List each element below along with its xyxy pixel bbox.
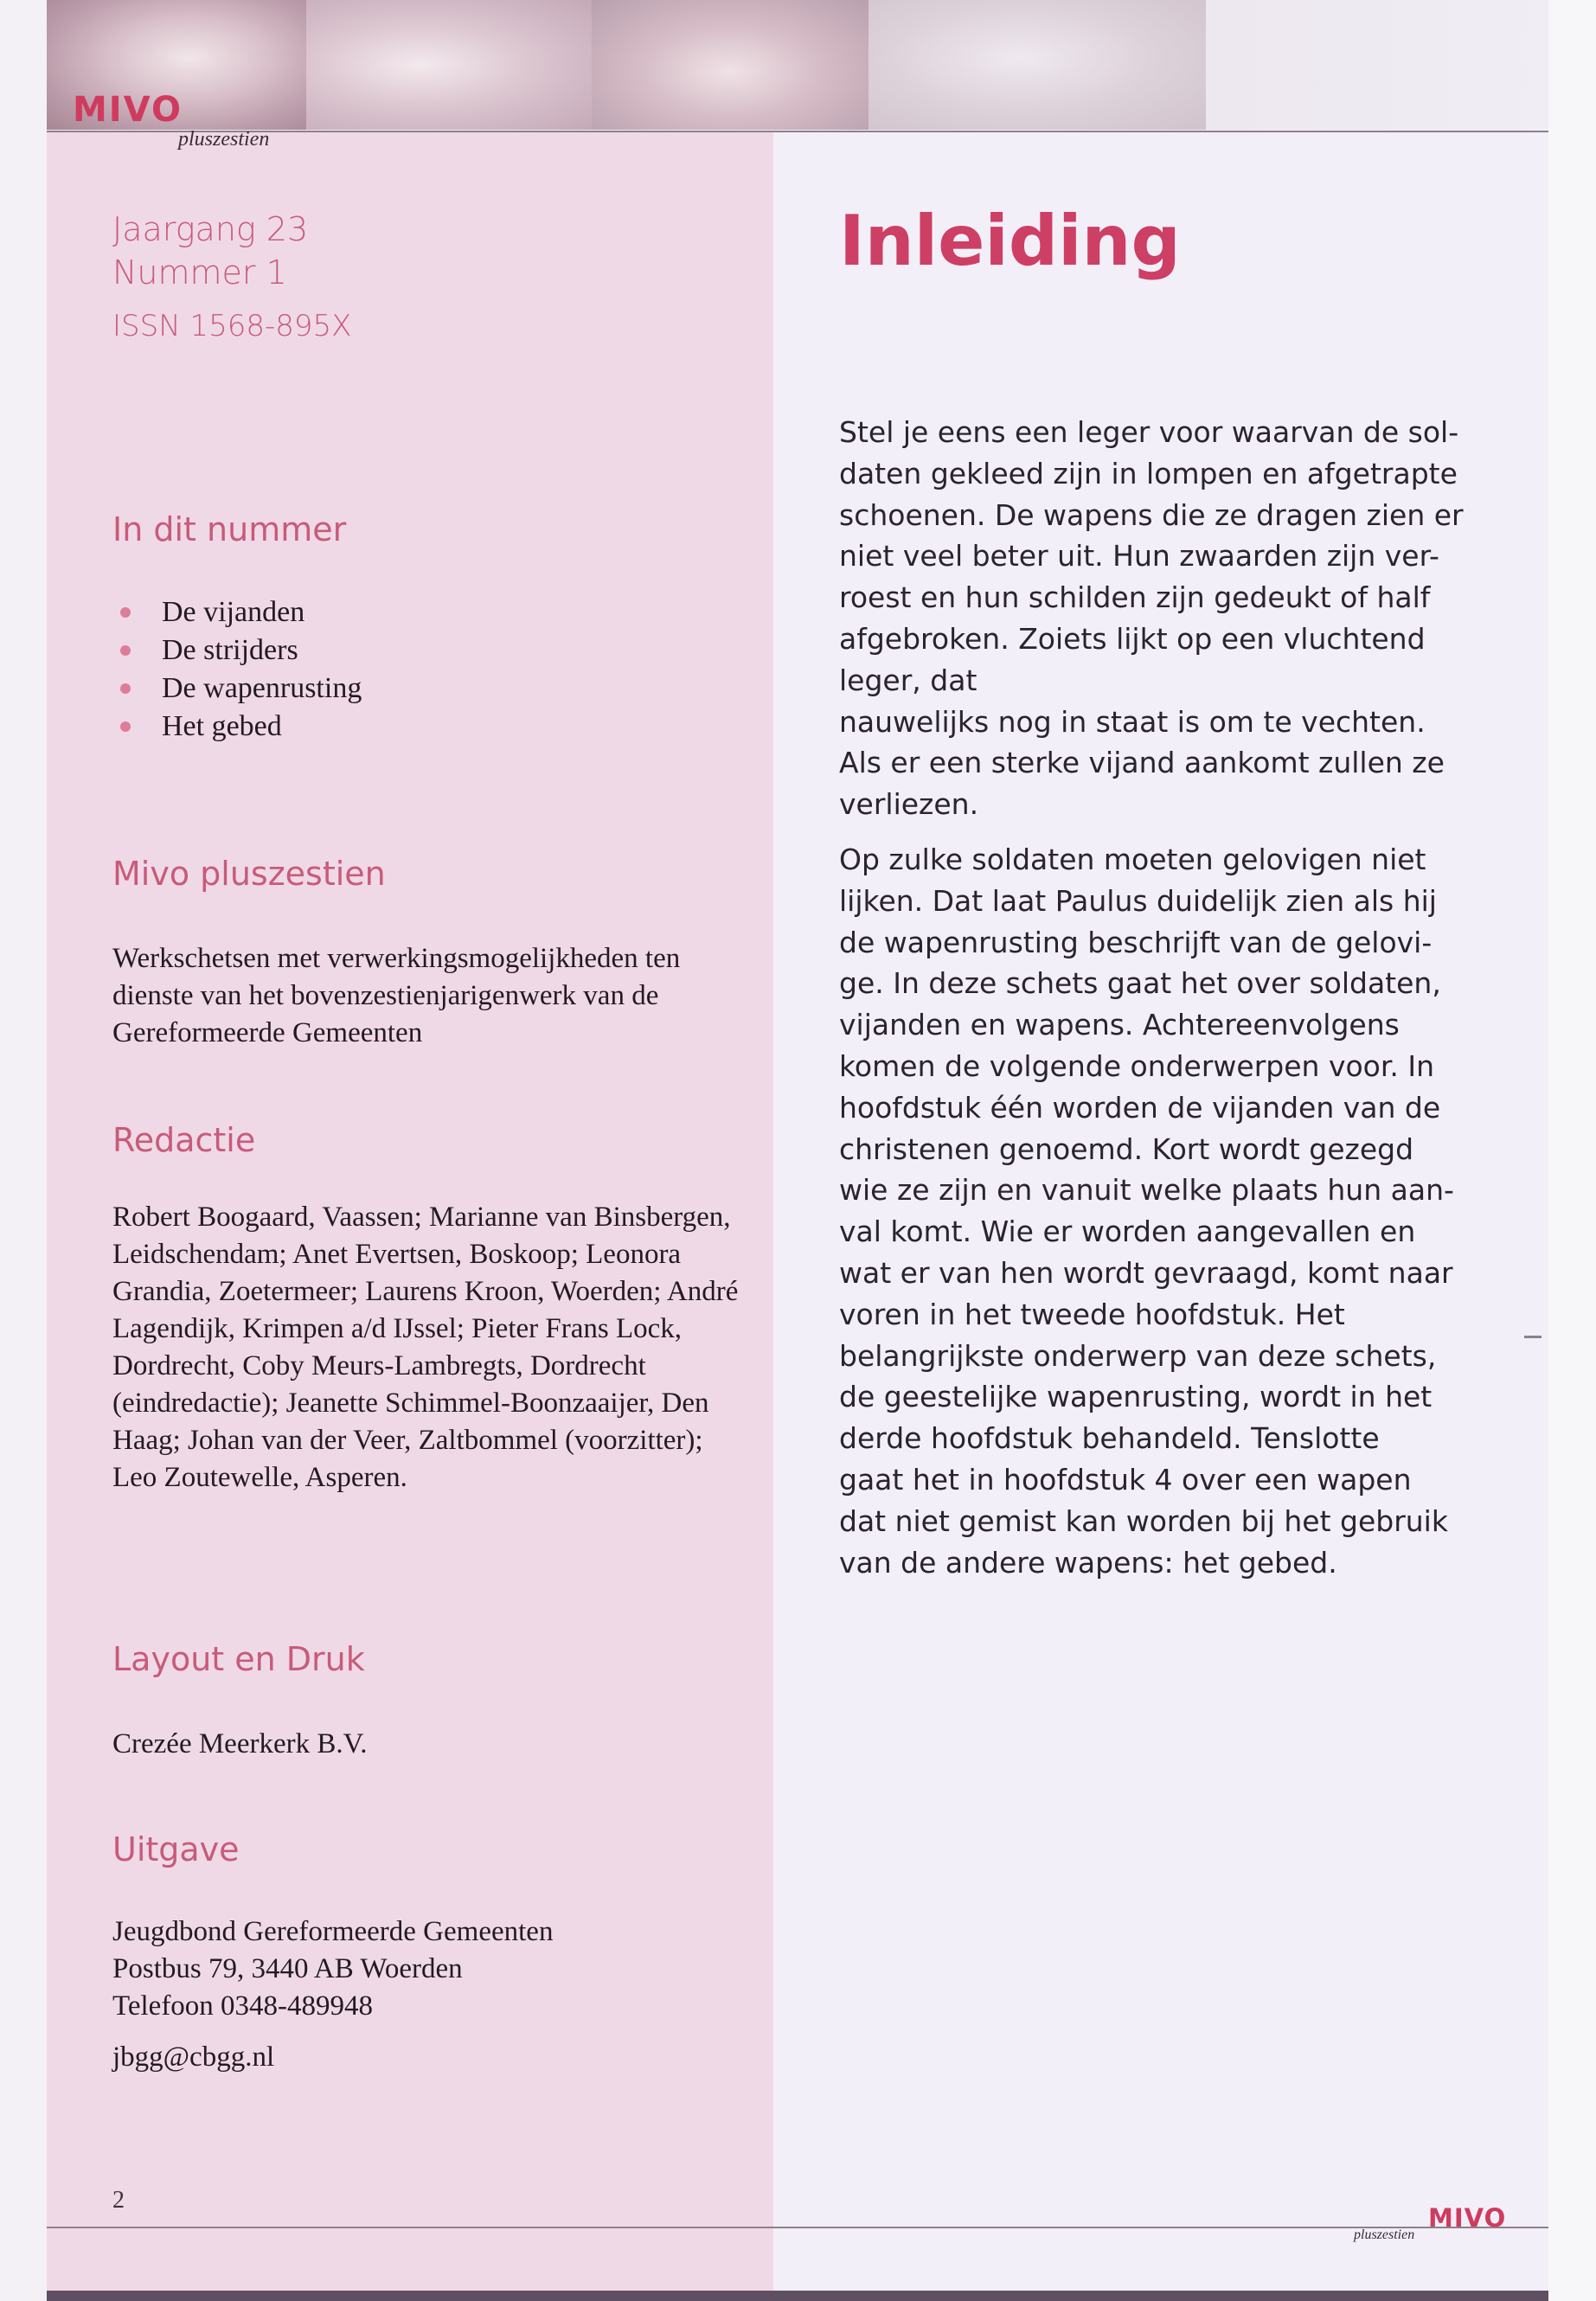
list-item: [117, 708, 362, 746]
uitgave-heading: Uitgave: [112, 1830, 240, 1868]
mivo-description: Werkschetsen met verwerkingsmogelijkheden ten dienste van het bovenzestienjarigenwerk van de Gereformeerde Gemeenten: [112, 943, 681, 1048]
article-body: [839, 412, 1505, 1597]
contents-list: [117, 593, 362, 746]
issn: ISSN 1568-895X: [112, 309, 352, 343]
logo-tagline: pluszestien: [178, 128, 270, 151]
mivo-logo-footer: [1302, 2202, 1509, 2245]
in-dit-nummer-heading: In dit nummer: [112, 510, 347, 548]
bullet-icon: [120, 645, 131, 656]
address-line: Telefoon 0348-489948: [112, 1990, 374, 2022]
uitgave-address: [112, 1913, 753, 2076]
page-edge: [1548, 0, 1596, 2301]
bottom-band: [47, 2291, 1548, 2301]
list-item-label: De wapenrusting: [162, 672, 362, 704]
issue-meta: [112, 208, 351, 348]
bullet-icon: [120, 683, 131, 694]
article-title: Inleiding: [839, 201, 1181, 281]
logo-brand: MIVO: [73, 90, 183, 130]
address-line: Jeugdbond Gereformeerde Gemeenten: [112, 1916, 554, 1947]
header-photo: [592, 0, 869, 130]
nummer: Nummer 1: [112, 253, 287, 292]
article-paragraph: Stel je eens een leger voor waarvan de sol- daten gekleed zijn in lompen en afgetrapte schoenen. De wapens die ze dragen zien er niet veel beter uit. Hun zwaarden zijn ver- roest en hun schilden zijn gedeukt of half afgebroken. Zoiets lijkt op een vluchtend leger, dat nauwelijks nog in staat is om te vechten. Als er een sterke vijand aankomt zullen ze verliezen.: [839, 415, 1464, 822]
layout-text: Crezée Meerkerk B.V.: [112, 1728, 368, 1759]
header-photo: [306, 0, 592, 130]
layout-heading: Layout en Druk: [112, 1640, 365, 1678]
logo-brand: MIVO: [1428, 2203, 1507, 2233]
redactie-heading: Redactie: [112, 1121, 256, 1159]
mivo-heading: Mivo pluszestien: [112, 855, 386, 893]
address-line: Postbus 79, 3440 AB Woerden: [112, 1953, 463, 1984]
header-photo: [869, 0, 1206, 130]
list-item: [117, 631, 362, 670]
bullet-icon: [120, 721, 131, 732]
list-item-label: Het gebed: [162, 710, 282, 742]
list-item-label: De vijanden: [162, 596, 305, 628]
list-item: [117, 670, 362, 708]
jaargang: Jaargang 23: [112, 210, 309, 248]
margin-mark: [1524, 1336, 1542, 1338]
list-item-label: De strijders: [162, 634, 298, 666]
email-link[interactable]: jbgg@cbgg.nl: [112, 2041, 275, 2073]
mivo-logo-header: [73, 90, 332, 151]
logo-tagline: pluszestien: [1354, 2227, 1415, 2242]
redactie-text: Robert Boogaard, Vaassen; Marianne van Binsbergen, Leidschendam; Anet Evertsen, Boskoop; Leonora Grandia, Zoetermeer; Laurens Kroon, Woerden; André Lagendijk, Krimpen a/d IJssel; Pieter Frans Lock, Dordrecht, Coby Meurs-Lambregts, Dordrecht (eindredactie); Jeanette Schimmel-Boonzaaijer, Den Haag; Johan van der Veer, Zaltbommel (voorzitter); Leo Zoutewelle, Asperen.: [112, 1202, 739, 1493]
bullet-icon: [120, 607, 131, 618]
list-item: [117, 593, 362, 631]
page-number: 2: [112, 2187, 125, 2214]
article-paragraph: Op zulke soldaten moeten gelovigen niet lijken. Dat laat Paulus duidelijk zien als hij de wapenrusting beschrijft van de gelovi- ge. In deze schets gaat het over soldaten, vijanden en wapens. Achtereenvolgens komen de volgende onderwerpen voor. In hoofdstuk één worden de vijanden van de christenen genoemd. Kort wordt gezegd wie ze zijn en vanuit welke plaats hun aan- val komt. Wie er worden aangevallen en wat er van hen wordt gevraagd, komt naar voren in het tweede hoofdstuk. Het belangrijkste onderwerp van deze schets, de geestelijke wapenrusting, wordt in het derde hoofdstuk behandeld. Tenslotte gaat het in hoofdstuk 4 over een wapen dat niet gemist kan worden bij het gebruik van de andere wapens: het gebed.: [839, 842, 1454, 1580]
